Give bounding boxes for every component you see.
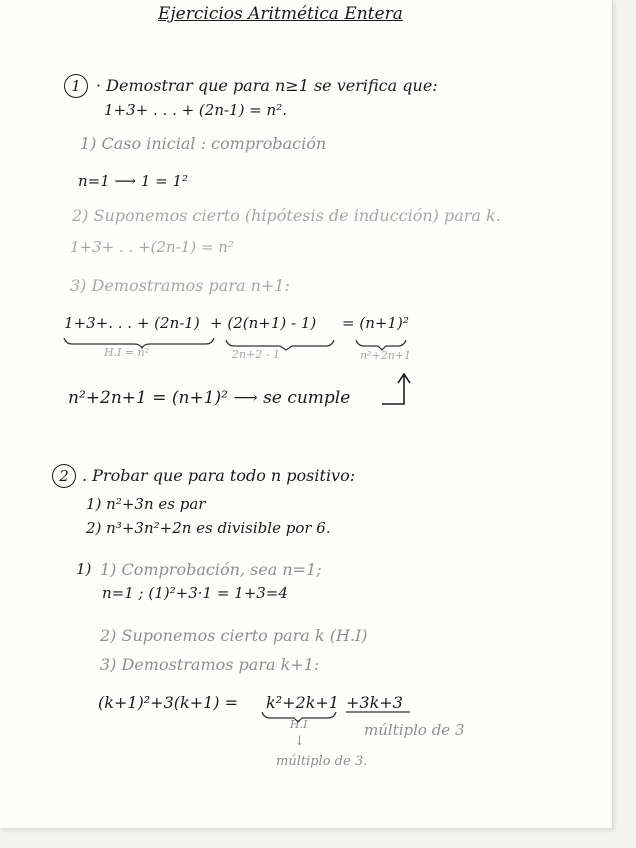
exercise-2-step-3-expr-b: k²+2k+1 bbox=[266, 693, 339, 712]
exercise-2-statement: . Probar que para todo n positivo: bbox=[82, 466, 356, 485]
exercise-2-item-2: 2) n³+3n²+2n es divisible por 6. bbox=[86, 519, 331, 537]
exercise-1-step-2-line: 1+3+ . . +(2n-1) = n² bbox=[70, 238, 234, 256]
exercise-1-brace-c-label: n²+2n+1 bbox=[360, 349, 412, 362]
exercise-1-statement: · Demostrar que para n≥1 se verifica que: bbox=[96, 76, 438, 95]
exercise-1-brace-b-label: 2n+2 - 1 bbox=[232, 348, 281, 361]
exercise-2-brace-hi-label: H.I bbox=[290, 718, 308, 731]
brace-c bbox=[356, 340, 406, 350]
exercise-2-item-1: 1) n²+3n es par bbox=[86, 495, 206, 513]
exercise-1-formula: 1+3+ . . . + (2n-1) = n². bbox=[104, 101, 288, 119]
exercise-2-step-2: 2) Suponemos cierto para k (H.I) bbox=[100, 626, 368, 645]
exercise-1-conclusion: n²+2n+1 = (n+1)² ⟶ se cumple bbox=[68, 388, 351, 408]
up-arrow-mark bbox=[382, 374, 410, 404]
exercise-1-step-3-expr-a: 1+3+. . . + (2n-1) bbox=[64, 314, 200, 332]
exercise-2-step-3-expr-c: +3k+3 bbox=[346, 693, 403, 712]
exercise-2-note-c: múltiplo de 3 bbox=[364, 721, 465, 739]
exercise-2-step-3: 3) Demostramos para k+1: bbox=[100, 655, 320, 674]
exercise-1-step-3-expr-b: + (2(n+1) - 1) bbox=[210, 314, 317, 332]
exercise-1-brace-a-label: H.I = n² bbox=[104, 346, 150, 359]
brace-hi bbox=[262, 712, 336, 722]
page-title: Ejercicios Aritmética Entera bbox=[158, 4, 403, 24]
exercise-1-step-1: 1) Caso inicial : comprobación bbox=[80, 134, 327, 153]
exercise-1-number: 1 bbox=[64, 74, 88, 98]
exercise-1-step-3: 3) Demostramos para n+1: bbox=[70, 276, 290, 295]
brace-b bbox=[226, 340, 334, 350]
exercise-2-step-1-line: n=1 ; (1)²+3·1 = 1+3=4 bbox=[102, 584, 288, 602]
exercise-1-step-2: 2) Suponemos cierto (hipótesis de inducción) para k. bbox=[72, 206, 501, 225]
exercise-1-step-1-line: n=1 ⟶ 1 = 1² bbox=[78, 172, 189, 190]
exercise-1-step-3-expr-c: = (n+1)² bbox=[342, 314, 409, 332]
exercise-2-number: 2 bbox=[52, 464, 76, 488]
exercise-2-arrow: ↓ bbox=[294, 734, 305, 749]
exercise-2-note-b: múltiplo de 3. bbox=[276, 754, 368, 769]
exercise-2-step-1: 1) Comprobación, sea n=1; bbox=[100, 560, 322, 579]
brace-a bbox=[64, 338, 214, 348]
exercise-2-step-3-expr-a: (k+1)²+3(k+1) = bbox=[98, 693, 239, 712]
exercise-2-part-1-label: 1) bbox=[76, 560, 92, 578]
